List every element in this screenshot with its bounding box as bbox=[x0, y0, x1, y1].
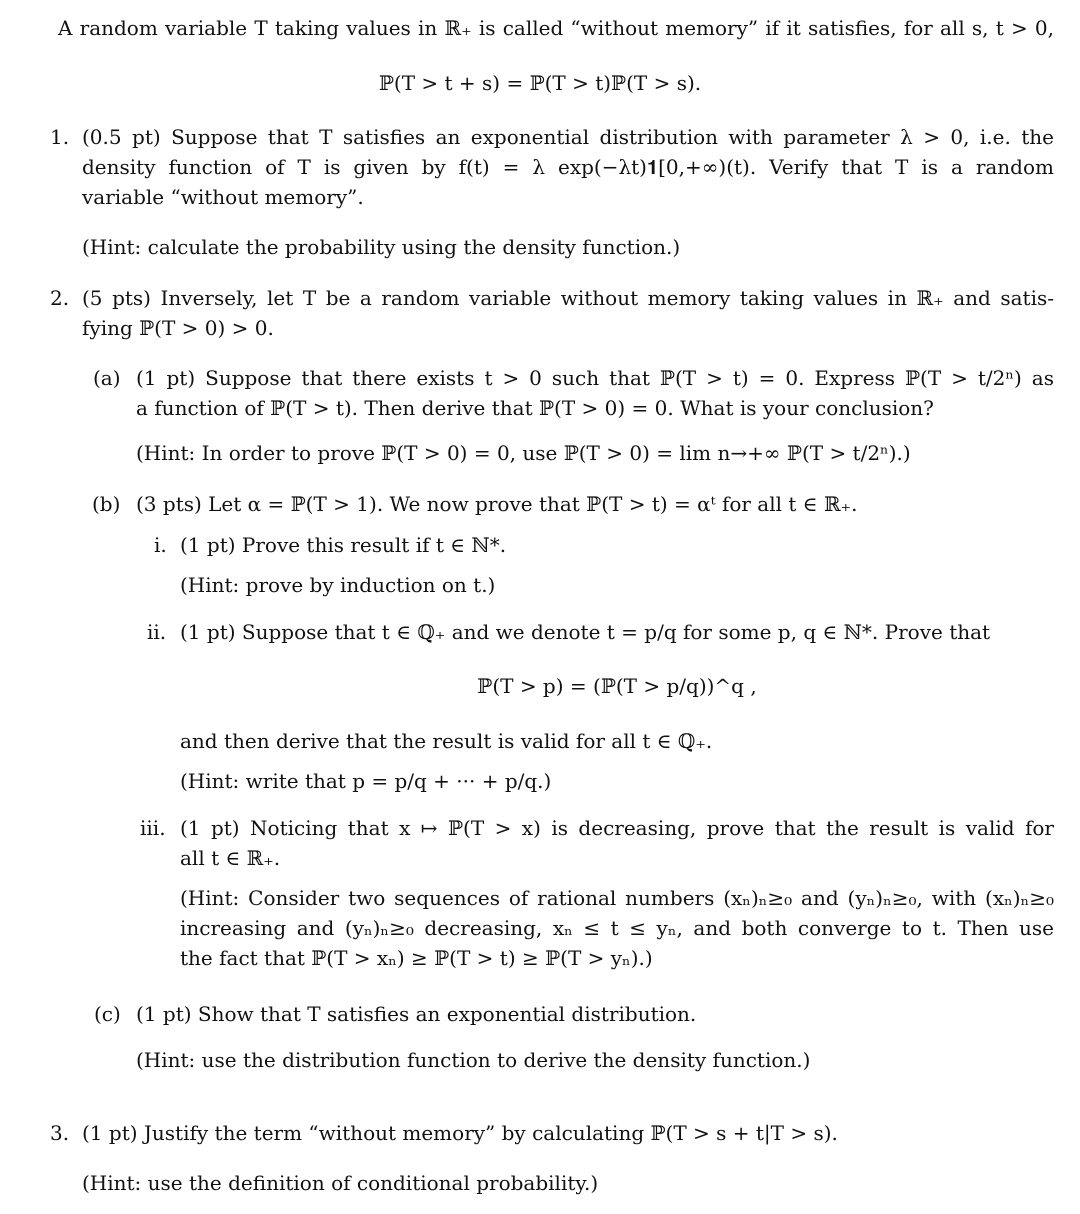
q2-line-1: (5 pts) Inversely, let T be a random variable without memory taking values in ℝ₊ and satis- bbox=[82, 286, 1054, 310]
q2b-iii-line-2: all t ∈ ℝ₊. bbox=[180, 846, 281, 870]
q2b-line: (3 pts) Let α = ℙ(T > 1). We now prove that ℙ(T > t) = αᵗ for all t ∈ ℝ₊. bbox=[136, 492, 858, 516]
intro-line: A random variable T taking values in ℝ₊ is called “without memory” if it satisfies, for all s, t > 0, bbox=[58, 16, 1054, 40]
q2b-i-line: (1 pt) Prove this result if t ∈ ℕ*. bbox=[180, 533, 507, 557]
q1-hint: (Hint: calculate the probability using the density function.) bbox=[82, 235, 681, 259]
q2b-iii-label: iii. bbox=[140, 816, 166, 840]
q2b-iii-hint-1: (Hint: Consider two sequences of rational numbers (xₙ)ₙ≥₀ and (yₙ)ₙ≥₀, with (xₙ)ₙ≥₀ bbox=[180, 886, 1054, 910]
q1-number: 1. bbox=[50, 125, 70, 149]
q2b-iii-hint-2: increasing and (yₙ)ₙ≥₀ decreasing, xₙ ≤ t ≤ yₙ, and both converge to t. Then use bbox=[180, 916, 1054, 940]
q2b-ii-hint: (Hint: write that p = p/q + ··· + p/q.) bbox=[180, 769, 552, 793]
q2c-line: (1 pt) Show that T satisfies an exponential distribution. bbox=[136, 1002, 697, 1026]
q2b-label: (b) bbox=[92, 492, 121, 516]
q3-line: (1 pt) Justify the term “without memory” by calculating ℙ(T > s + t|T > s). bbox=[82, 1121, 838, 1145]
q2b-i-label: i. bbox=[154, 533, 167, 557]
q2b-ii-label: ii. bbox=[147, 620, 167, 644]
q2a-label: (a) bbox=[93, 366, 121, 390]
q2b-iii-hint-3: the fact that ℙ(T > xₙ) ≥ ℙ(T > t) ≥ ℙ(T > yₙ).) bbox=[180, 946, 653, 970]
q3-hint: (Hint: use the definition of conditional probability.) bbox=[82, 1171, 599, 1195]
q2b-ii-after: and then derive that the result is valid for all t ∈ ℚ₊. bbox=[180, 729, 713, 753]
q1-line-2: density function of T is given by f(t) = λ exp(−λt)𝟏[0,+∞)(t). Verify that T is a random bbox=[82, 155, 1054, 179]
memoryless-formula: ℙ(T > t + s) = ℙ(T > t)ℙ(T > s). bbox=[378, 71, 702, 95]
q2b-i-hint: (Hint: prove by induction on t.) bbox=[180, 573, 496, 597]
q2c-hint: (Hint: use the distribution function to derive the density function.) bbox=[136, 1048, 811, 1072]
q2-number: 2. bbox=[50, 286, 70, 310]
q2-line-2: fying ℙ(T > 0) > 0. bbox=[82, 316, 274, 340]
q2b-iii-line-1: (1 pt) Noticing that x ↦ ℙ(T > x) is decreasing, prove that the result is valid for bbox=[180, 816, 1054, 840]
q2a-line-2: a function of ℙ(T > t). Then derive that ℙ(T > 0) = 0. What is your conclusion? bbox=[136, 396, 934, 420]
q2a-line-1: (1 pt) Suppose that there exists t > 0 such that ℙ(T > t) = 0. Express ℙ(T > t/2ⁿ) as bbox=[136, 366, 1054, 390]
q3-number: 3. bbox=[50, 1121, 70, 1145]
q2a-hint: (Hint: In order to prove ℙ(T > 0) = 0, use ℙ(T > 0) = lim n→+∞ ℙ(T > t/2ⁿ).) bbox=[136, 441, 911, 465]
q1-line-3: variable “without memory”. bbox=[82, 185, 364, 209]
q1-line-1: (0.5 pt) Suppose that T satisfies an exponential distribution with parameter λ > 0, i.e. the bbox=[82, 125, 1054, 149]
q2b-ii-formula: ℙ(T > p) = (ℙ(T > p/q))^q , bbox=[477, 674, 757, 698]
q2b-ii-line: (1 pt) Suppose that t ∈ ℚ₊ and we denote t = p/q for some p, q ∈ ℕ*. Prove that bbox=[180, 620, 991, 644]
q2c-label: (c) bbox=[94, 1002, 121, 1026]
